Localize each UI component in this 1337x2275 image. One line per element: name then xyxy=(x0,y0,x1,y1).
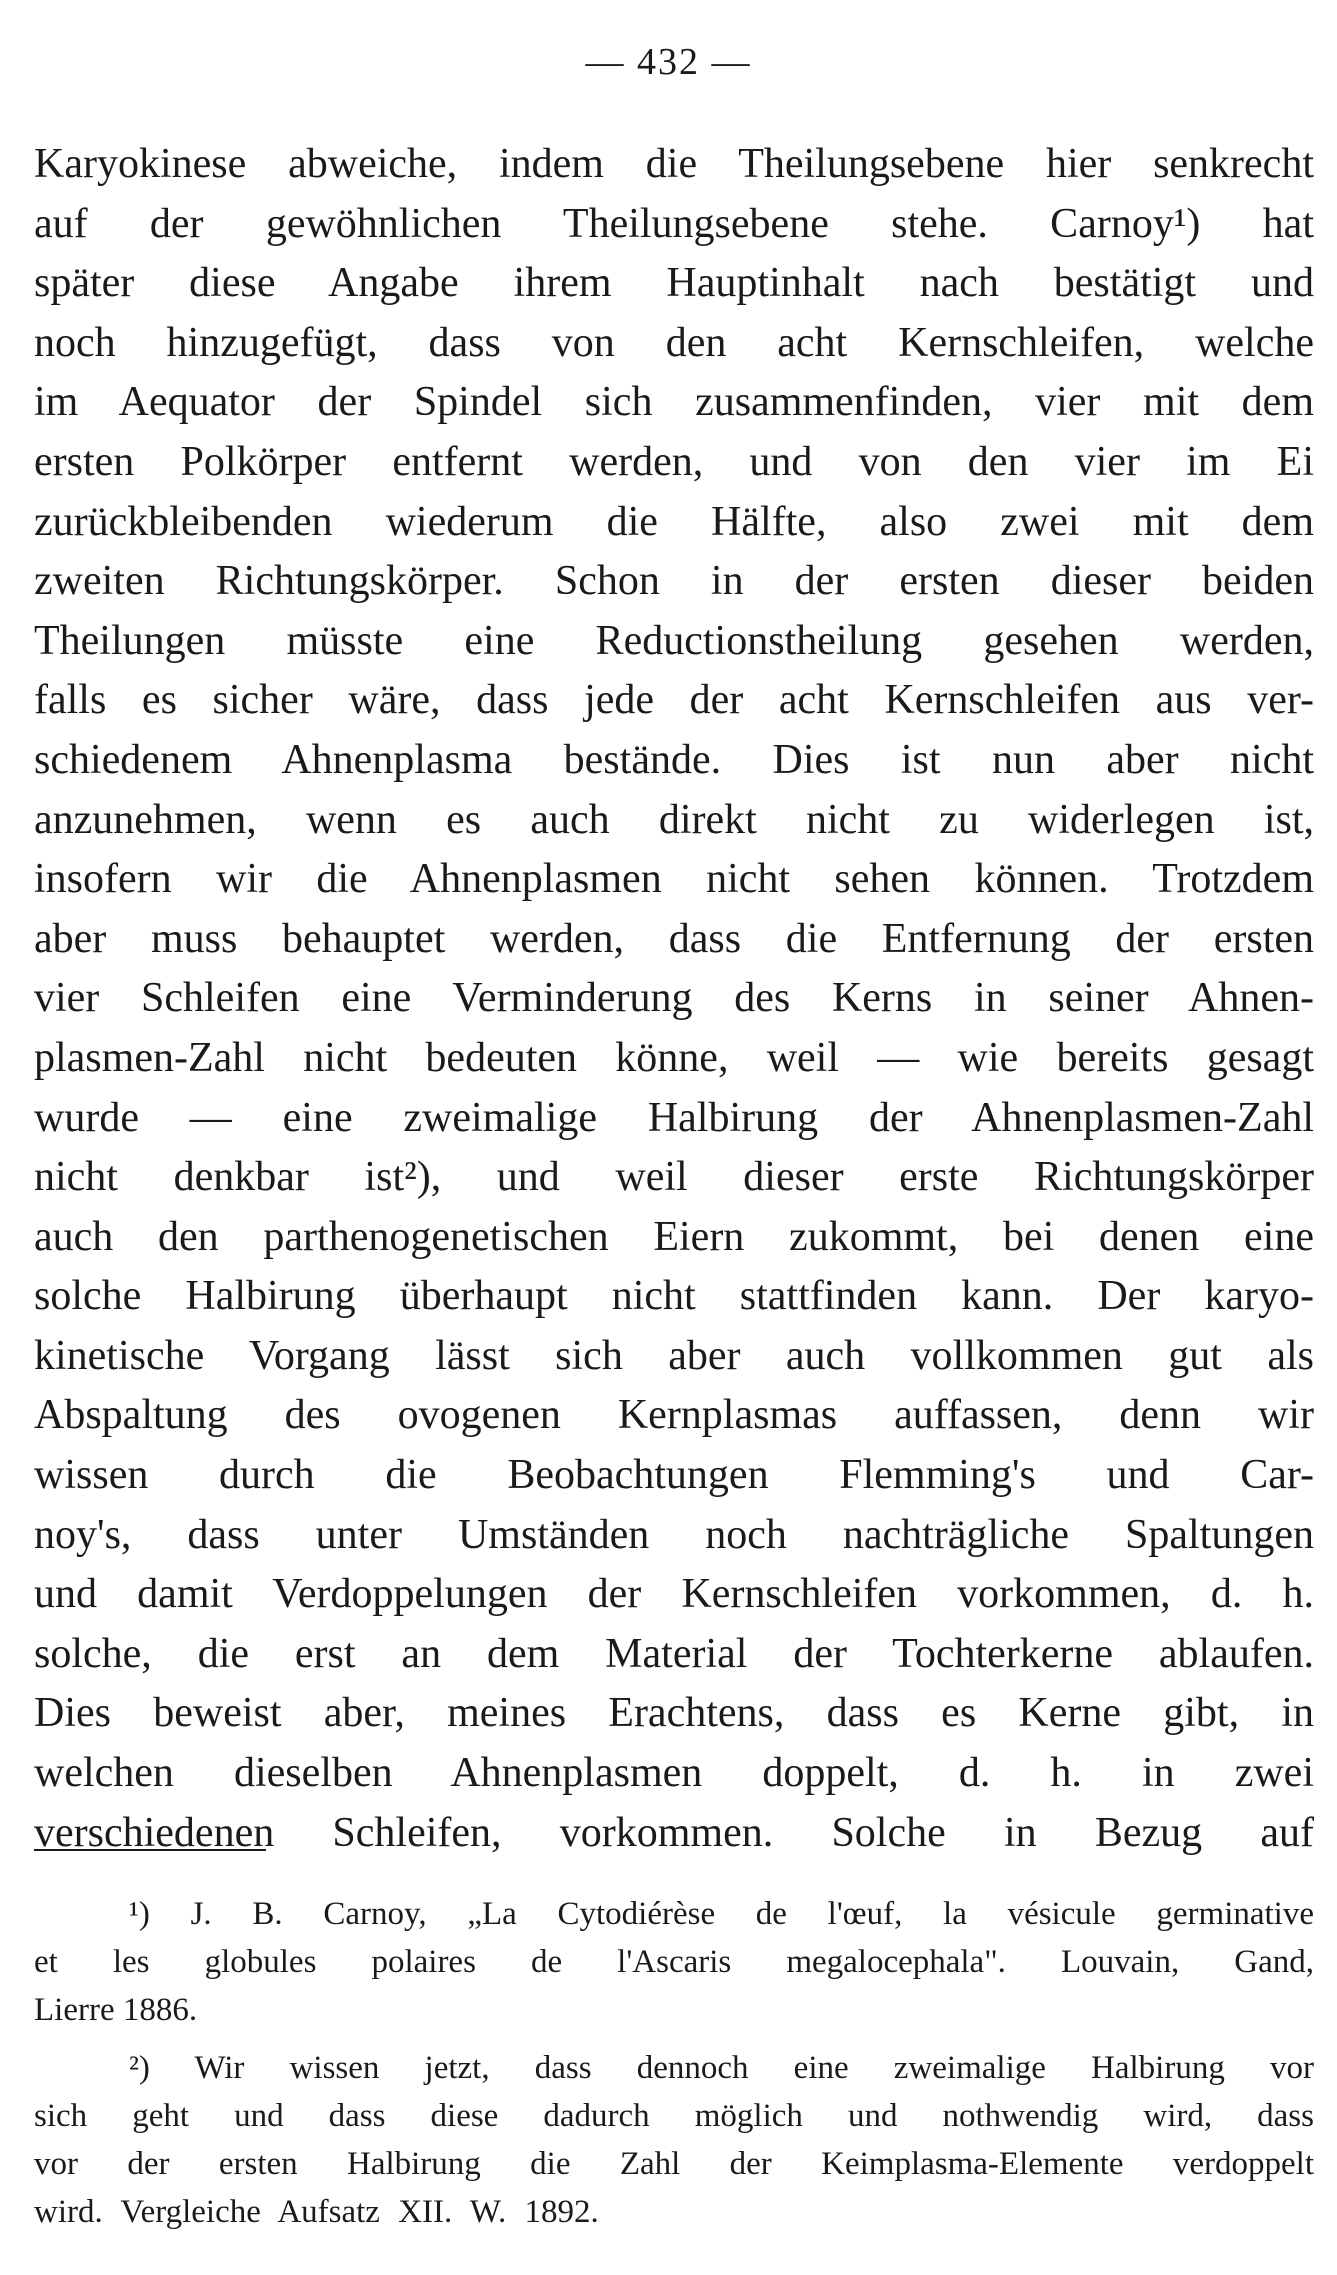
body-line: falls es sicher wäre, dass jede der acht Kernschleifen aus ver- xyxy=(34,677,1314,724)
body-line: später diese Angabe ihrem Hauptinhalt nach bestätigt und xyxy=(34,260,1314,307)
page-number: — 432 — xyxy=(585,41,752,83)
footnote-2-line: vor der ersten Halbirung die Zahl der Keimplasma-Elemente verdoppelt xyxy=(34,2146,1314,2182)
footnote-1-line: et les globules polaires de l'Ascaris megalocephala". Louvain, Gand, xyxy=(34,1944,1314,1980)
body-line: und damit Verdoppelungen der Kernschleifen vorkommen, d. h. xyxy=(34,1571,1314,1618)
body-line: Karyokinese abweiche, indem die Theilungsebene hier senkrecht xyxy=(34,141,1314,187)
footnote-2-line: wird. Vergleiche Aufsatz XII. W. 1892. xyxy=(34,2194,599,2230)
body-line: nicht denkbar ist²), und weil dieser erste Richtungskörper xyxy=(34,1154,1314,1201)
body-line: ersten Polkörper entfernt werden, und von den vier im Ei xyxy=(34,438,1314,485)
body-line: schiedenem Ahnenplasma bestände. Dies ist nun aber nicht xyxy=(34,736,1314,783)
body-line: vier Schleifen eine Verminderung des Kerns in seiner Ahnen- xyxy=(34,975,1314,1022)
footnote-2-line: ²) Wir wissen jetzt, dass dennoch eine zweimalige Halbirung vor xyxy=(129,2050,1314,2086)
footnote-1-line: ¹) J. B. Carnoy, „La Cytodiérèse de l'œuf, la vésicule germinative xyxy=(129,1896,1314,1932)
body-line: noch hinzugefügt, dass von den acht Kernschleifen, welche xyxy=(34,319,1314,366)
body-line: wissen durch die Beobachtungen Flemming's und Car- xyxy=(34,1452,1314,1499)
body-line: plasmen-Zahl nicht bedeuten könne, weil — wie bereits gesagt xyxy=(34,1034,1314,1081)
body-line: auch den parthenogenetischen Eiern zukommt, bei denen eine xyxy=(34,1213,1314,1260)
body-line: Abspaltung des ovogenen Kernplasmas auffassen, denn wir xyxy=(34,1392,1314,1439)
body-line: wurde — eine zweimalige Halbirung der Ahnenplasmen-Zahl xyxy=(34,1094,1314,1141)
body-line: insofern wir die Ahnenplasmen nicht sehen können. Trotzdem xyxy=(34,856,1314,903)
body-line: anzunehmen, wenn es auch direkt nicht zu widerlegen ist, xyxy=(34,796,1314,843)
body-line: solche, die erst an dem Material der Tochterkerne ablaufen. xyxy=(34,1630,1314,1677)
body-line: auf der gewöhnlichen Theilungsebene stehe. Carnoy¹) hat xyxy=(34,200,1314,247)
body-line: im Aequator der Spindel sich zusammenfinden, vier mit dem xyxy=(34,379,1314,426)
body-line: welchen dieselben Ahnenplasmen doppelt, d. h. in zwei xyxy=(34,1750,1314,1797)
body-line: zurückbleibenden wiederum die Hälfte, also zwei mit dem xyxy=(34,498,1314,545)
body-line: Dies beweist aber, meines Erachtens, dass es Kerne gibt, in xyxy=(34,1690,1314,1737)
footnotes xyxy=(34,1890,1314,2236)
footnote-divider xyxy=(34,1849,266,1851)
body-line: kinetische Vorgang lässt sich aber auch vollkommen gut als xyxy=(34,1332,1314,1379)
footnote-1-line: Lierre 1886. xyxy=(34,1992,198,2028)
body-line: noy's, dass unter Umständen noch nachträgliche Spaltungen xyxy=(34,1511,1314,1558)
footnote-2-line: sich geht und dass diese dadurch möglich und nothwendig wird, dass xyxy=(34,2098,1314,2134)
body-line: verschiedenen Schleifen, vorkommen. Solche in Bezug auf xyxy=(34,1809,1314,1856)
body-text xyxy=(34,135,1314,1863)
body-line: Theilungen müsste eine Reductionstheilung gesehen werden, xyxy=(34,617,1314,664)
body-line: aber muss behauptet werden, dass die Entfernung der ersten xyxy=(34,915,1314,962)
body-line: solche Halbirung überhaupt nicht stattfinden kann. Der karyo- xyxy=(34,1273,1314,1320)
body-line: zweiten Richtungskörper. Schon in der ersten dieser beiden xyxy=(34,558,1314,605)
